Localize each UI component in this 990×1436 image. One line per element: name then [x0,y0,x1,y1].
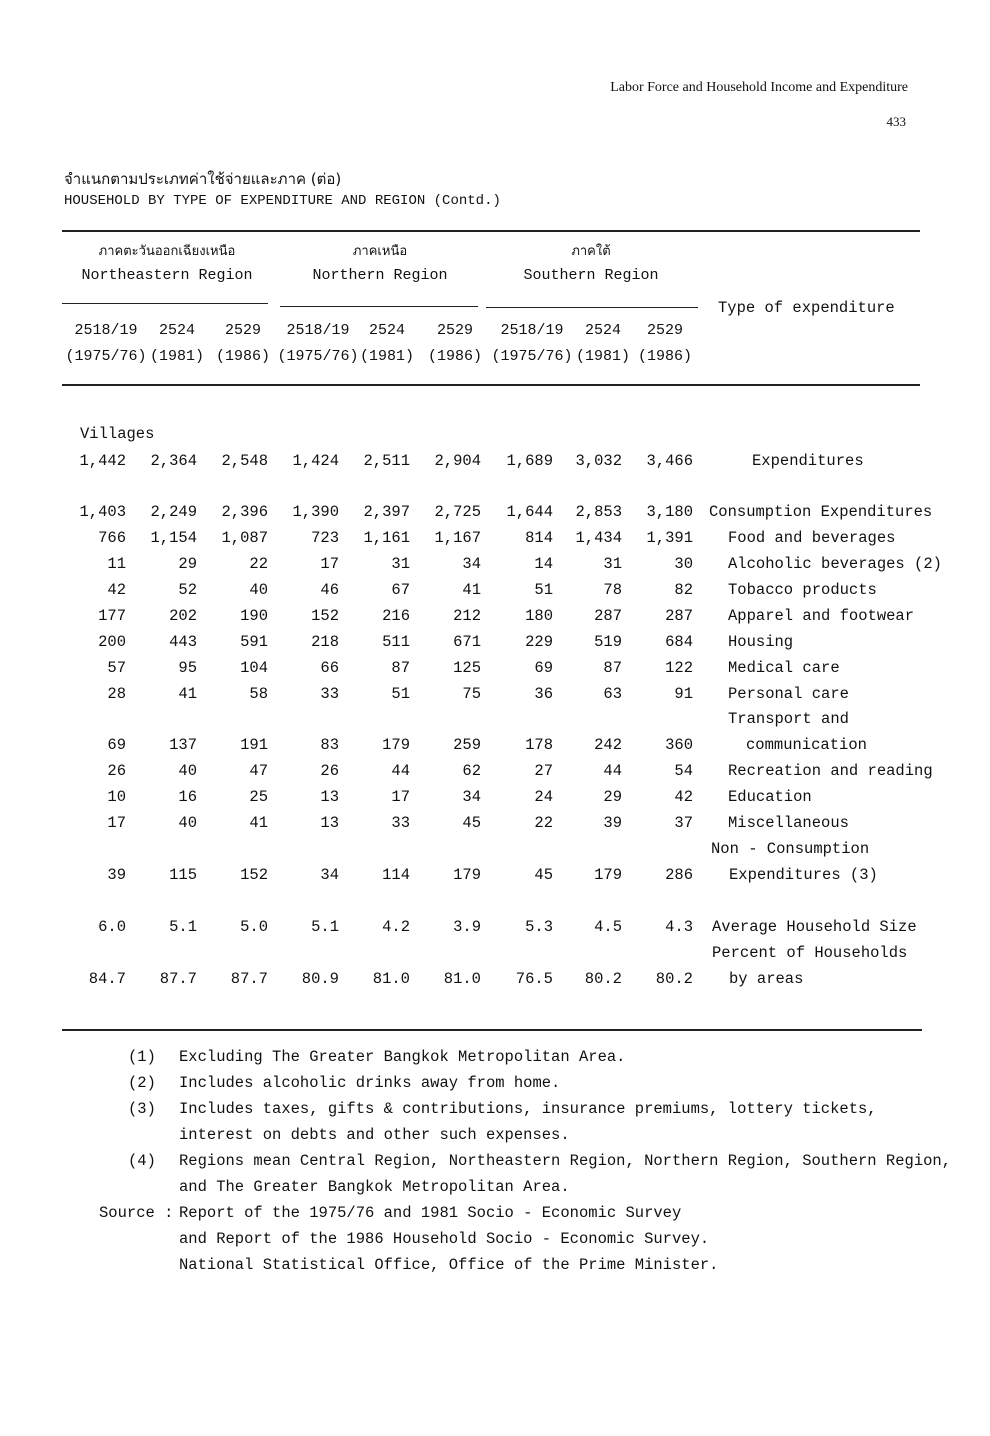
region-english-label: Northeastern Region [81,267,253,284]
table-cell: 36 [534,685,553,703]
table-cell: 17 [391,788,410,806]
table-cell: 31 [391,555,410,573]
table-cell: 29 [178,555,197,573]
table-cell: 443 [169,633,197,651]
table-cell: 1,434 [575,529,622,547]
footnote-mark: (4) [128,1152,156,1170]
table-cell: 31 [603,555,622,573]
table-cell: 39 [603,814,622,832]
table-cell: 51 [391,685,410,703]
source-label: Source : [99,1204,174,1222]
region-rule-southern [486,307,698,308]
table-cell: 33 [391,814,410,832]
column-year: 2524 [158,322,195,339]
row-label: Expenditures [752,452,864,470]
type-of-expenditure-header: Type of expenditure [718,299,895,317]
table-cell: 2,904 [434,452,481,470]
table-title-thai: จำแนกตามประเภทค่าใช้จ่ายและภาค (ต่อ) [64,170,342,188]
column-year-ce: (1975/76) [491,348,573,365]
table-cell: 45 [462,814,481,832]
column-year: 2524 [368,322,405,339]
table-cell: 17 [107,814,126,832]
table-cell: 40 [178,762,197,780]
table-title-english: HOUSEHOLD BY TYPE OF EXPENDITURE AND REGION (Contd.) [64,193,501,209]
column-year: 2518/19 [286,322,350,339]
table-cell: 2,853 [575,503,622,521]
table-cell: 177 [98,607,126,625]
column-year: 2518/19 [74,322,138,339]
table-cell: 91 [674,685,693,703]
table-cell: 66 [320,659,339,677]
table-cell: 75 [462,685,481,703]
table-cell: 83 [320,736,339,754]
table-cell: 87 [603,659,622,677]
table-cell: 22 [534,814,553,832]
row-label: Education [728,788,812,806]
table-cell: 87.7 [230,970,268,988]
region-rule-northern [280,306,478,307]
region-header-northeastern [62,240,272,288]
table-cell: 11 [107,555,126,573]
table-cell: 3,032 [575,452,622,470]
table-cell: 287 [665,607,693,625]
table-cell: 218 [311,633,339,651]
table-cell: 45 [534,866,553,884]
table-cell: 42 [674,788,693,806]
table-cell: 180 [525,607,553,625]
table-cell: 671 [453,633,481,651]
row-label: Apparel and footwear [728,607,915,625]
table-cell: 178 [525,736,553,754]
section-label-villages: Villages [80,425,155,443]
column-year: 2529 [646,322,683,339]
region-header-northern [280,240,480,288]
row-label: Average Household Size [712,918,917,936]
table-cell: 40 [249,581,268,599]
table-cell: 25 [249,788,268,806]
table-cell: 212 [453,607,481,625]
table-cell: 17 [320,555,339,573]
table-cell: 511 [382,633,410,651]
table-cell: 5.1 [311,918,339,936]
footnote-text: Excluding The Greater Bangkok Metropolitan Area. [179,1048,626,1066]
table-cell: 81.0 [372,970,410,988]
table-cell: 69 [107,736,126,754]
row-label: Food and beverages [728,529,896,547]
table-cell: 41 [462,581,481,599]
table-cell: 2,725 [434,503,481,521]
row-label: Consumption Expenditures [709,503,933,521]
table-cell: 62 [462,762,481,780]
column-year-ce: (1986) [215,348,270,365]
table-cell: 27 [534,762,553,780]
table-cell: 41 [249,814,268,832]
table-cell: 3,466 [646,452,693,470]
source-text: National Statistical Office, Office of the Prime Minister. [179,1256,719,1274]
table-cell: 200 [98,633,126,651]
table-cell: 2,396 [221,503,268,521]
table-cell: 1,644 [506,503,553,521]
table-cell: 1,391 [646,529,693,547]
row-label: Housing [728,633,794,651]
table-cell: 137 [169,736,197,754]
table-cell: 766 [98,529,126,547]
row-label: Recreation and reading [728,762,933,780]
table-cell: 104 [240,659,268,677]
region-header-southern [484,240,698,288]
table-cell: 684 [665,633,693,651]
column-year-ce: (1986) [637,348,692,365]
column-year-ce: (1986) [427,348,482,365]
table-cell: 41 [178,685,197,703]
table-cell: 84.7 [88,970,126,988]
row-label-continued: by areas [729,970,804,988]
table-cell: 28 [107,685,126,703]
footnote-mark: (3) [128,1100,156,1118]
table-cell: 42 [107,581,126,599]
column-year: 2524 [584,322,621,339]
table-cell: 44 [391,762,410,780]
row-label: Personal care [728,685,849,703]
table-cell: 4.3 [665,918,693,936]
table-cell: 2,511 [363,452,410,470]
table-cell: 122 [665,659,693,677]
table-cell: 360 [665,736,693,754]
table-cell: 63 [603,685,622,703]
table-cell: 29 [603,788,622,806]
table-cell: 191 [240,736,268,754]
table-cell: 216 [382,607,410,625]
table-cell: 3.9 [453,918,481,936]
table-cell: 286 [665,866,693,884]
footnote-text: and The Greater Bangkok Metropolitan Area. [179,1178,570,1196]
table-cell: 47 [249,762,268,780]
column-year-ce: (1975/76) [65,348,147,365]
column-header [620,318,710,370]
table-cell: 2,548 [221,452,268,470]
table-cell: 814 [525,529,553,547]
table-cell: 69 [534,659,553,677]
column-year-ce: (1981) [149,348,204,365]
table-cell: 2,397 [363,503,410,521]
table-cell: 179 [594,866,622,884]
table-cell: 202 [169,607,197,625]
table-cell: 125 [453,659,481,677]
table-cell: 6.0 [98,918,126,936]
table-cell: 34 [462,788,481,806]
running-header: Labor Force and Household Income and Expenditure [610,80,908,95]
region-english-label: Northern Region [312,267,448,284]
table-bottom-rule [62,1029,922,1031]
table-cell: 1,424 [292,452,339,470]
row-label: Alcoholic beverages (2) [728,555,942,573]
header-bottom-rule [62,384,920,386]
table-cell: 179 [382,736,410,754]
row-label: Tobacco products [728,581,877,599]
footnote-mark: (2) [128,1074,156,1092]
table-cell: 229 [525,633,553,651]
table-cell: 51 [534,581,553,599]
region-thai-label: ภาคเหนือ [352,244,408,259]
table-cell: 1,154 [150,529,197,547]
table-cell: 34 [320,866,339,884]
table-cell: 87.7 [159,970,197,988]
column-year: 2529 [224,322,261,339]
table-cell: 114 [382,866,410,884]
footnote-text: Regions mean Central Region, Northeastern Region, Northern Region, Southern Region, [179,1152,952,1170]
table-cell: 39 [107,866,126,884]
table-cell: 1,390 [292,503,339,521]
table-cell: 3,180 [646,503,693,521]
table-cell: 115 [169,866,197,884]
table-cell: 24 [534,788,553,806]
region-english-label: Southern Region [523,267,659,284]
table-cell: 5.1 [169,918,197,936]
table-cell: 10 [107,788,126,806]
table-cell: 22 [249,555,268,573]
table-cell: 519 [594,633,622,651]
region-rule-northeastern [62,303,268,304]
table-cell: 152 [240,866,268,884]
row-label: Non - Consumption [711,840,870,858]
column-year: 2529 [436,322,473,339]
row-label: Transport and [728,710,849,728]
page-number: 433 [886,114,906,129]
table-cell: 82 [674,581,693,599]
table-cell: 52 [178,581,197,599]
table-cell: 80.2 [655,970,693,988]
table-cell: 26 [320,762,339,780]
table-cell: 1,161 [363,529,410,547]
table-cell: 287 [594,607,622,625]
row-label: Miscellaneous [728,814,849,832]
table-cell: 87 [391,659,410,677]
table-cell: 80.2 [584,970,622,988]
table-cell: 179 [453,866,481,884]
table-cell: 1,403 [79,503,126,521]
table-cell: 80.9 [301,970,339,988]
column-year-ce: (1975/76) [277,348,359,365]
table-cell: 46 [320,581,339,599]
table-cell: 57 [107,659,126,677]
table-cell: 4.5 [594,918,622,936]
table-cell: 58 [249,685,268,703]
table-cell: 54 [674,762,693,780]
table-cell: 2,364 [150,452,197,470]
table-cell: 259 [453,736,481,754]
table-cell: 1,167 [434,529,481,547]
source-text: Report of the 1975/76 and 1981 Socio - Economic Survey [179,1204,682,1222]
row-label: Percent of Households [712,944,908,962]
table-cell: 5.3 [525,918,553,936]
table-cell: 30 [674,555,693,573]
table-cell: 242 [594,736,622,754]
region-thai-label: ภาคใต้ [571,244,611,259]
table-cell: 37 [674,814,693,832]
row-label: Medical care [728,659,840,677]
table-cell: 723 [311,529,339,547]
table-cell: 1,087 [221,529,268,547]
table-cell: 14 [534,555,553,573]
source-text: and Report of the 1986 Household Socio - Economic Survey. [179,1230,710,1248]
table-cell: 13 [320,788,339,806]
column-year: 2518/19 [500,322,564,339]
table-top-rule [62,230,920,232]
column-year-ce: (1981) [575,348,630,365]
table-cell: 591 [240,633,268,651]
table-cell: 1,442 [79,452,126,470]
table-cell: 190 [240,607,268,625]
table-cell: 26 [107,762,126,780]
footnote-text: Includes alcoholic drinks away from home. [179,1074,561,1092]
table-cell: 81.0 [443,970,481,988]
table-cell: 34 [462,555,481,573]
footnote-text: interest on debts and other such expenses. [179,1126,570,1144]
footnote-mark: (1) [128,1048,156,1066]
footnote-text: Includes taxes, gifts & contributions, insurance premiums, lottery tickets, [179,1100,877,1118]
table-cell: 13 [320,814,339,832]
table-cell: 40 [178,814,197,832]
column-year-ce: (1981) [359,348,414,365]
region-thai-label: ภาคตะวันออกเฉียงเหนือ [98,244,236,259]
table-cell: 78 [603,581,622,599]
table-cell: 152 [311,607,339,625]
row-label-continued: Expenditures (3) [729,866,878,884]
table-cell: 33 [320,685,339,703]
row-label-continued: communication [746,736,867,754]
table-cell: 67 [391,581,410,599]
table-cell: 2,249 [150,503,197,521]
table-cell: 1,689 [506,452,553,470]
table-cell: 5.0 [240,918,268,936]
table-cell: 44 [603,762,622,780]
table-cell: 76.5 [515,970,553,988]
table-cell: 95 [178,659,197,677]
table-cell: 16 [178,788,197,806]
table-cell: 4.2 [382,918,410,936]
